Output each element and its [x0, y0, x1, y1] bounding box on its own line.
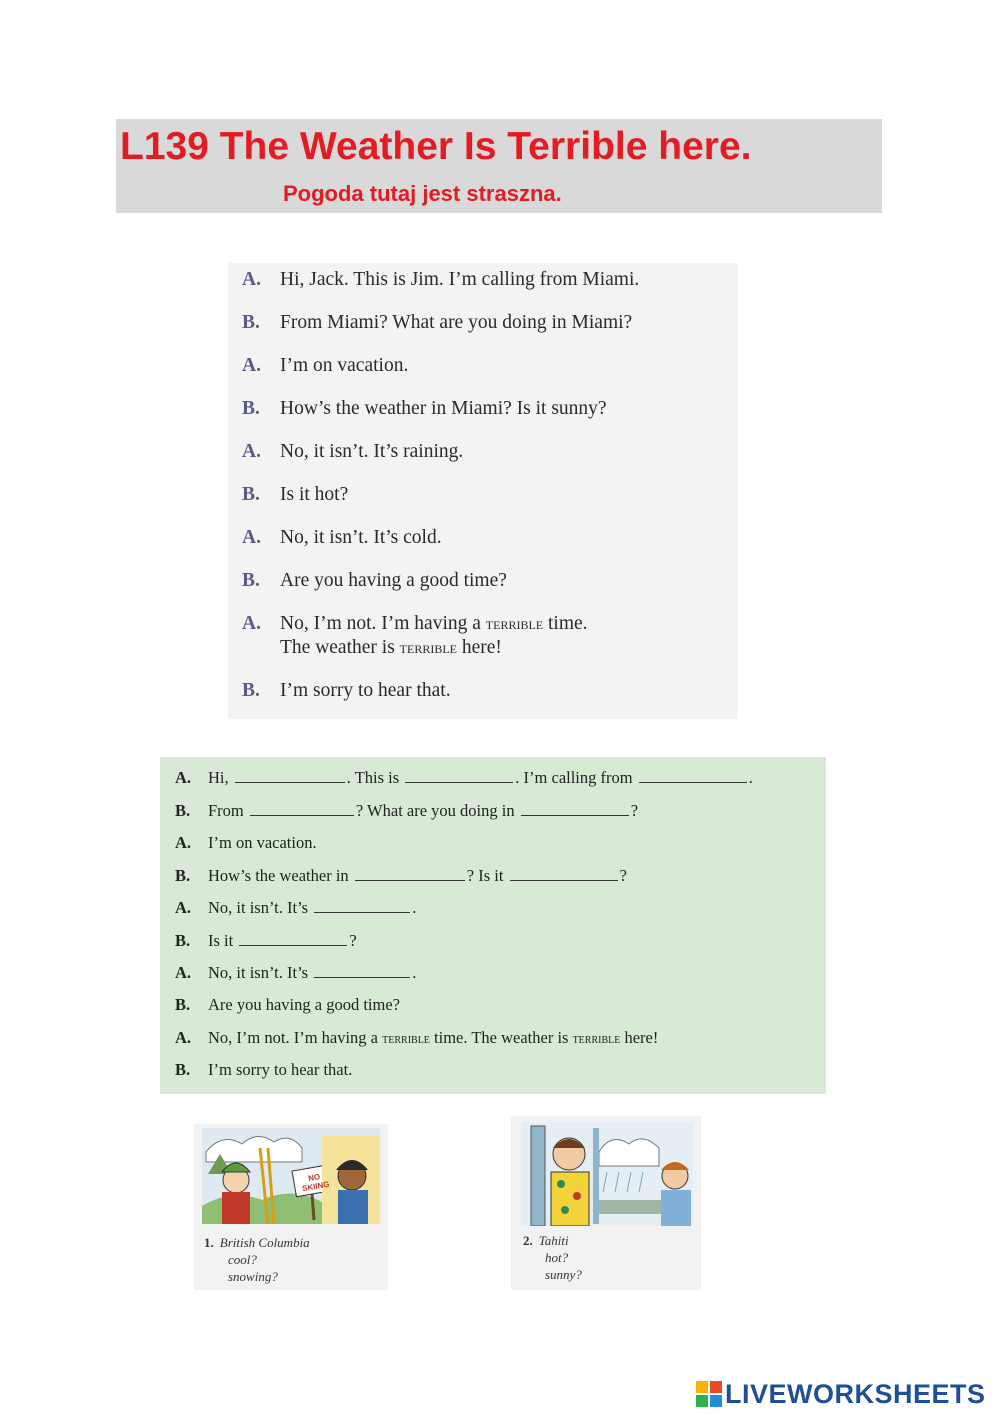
emphasis-word: terrible: [485, 614, 544, 633]
dialog-line: [242, 527, 442, 549]
line-text: time.: [543, 613, 588, 634]
answer-blank[interactable]: [235, 781, 345, 783]
snow-scene-illustration: [202, 1128, 380, 1224]
speaker-label: B.: [175, 931, 191, 950]
card-question: snowing?: [228, 1269, 278, 1284]
dialog-line: [242, 613, 588, 635]
dialog-line: [242, 680, 451, 702]
answer-blank[interactable]: [405, 781, 513, 783]
logo-text: LIVEWORKSHEETS: [725, 1378, 986, 1409]
template-line: [175, 995, 400, 1015]
answer-blank[interactable]: [521, 814, 629, 816]
answer-blank[interactable]: [639, 781, 747, 783]
template-line: [175, 1028, 658, 1048]
card-question: hot?: [545, 1250, 569, 1265]
line-text: ? What are you doing in: [355, 801, 515, 820]
emphasis-word: terrible: [382, 1032, 430, 1047]
speaker-label: B.: [242, 680, 260, 701]
card-caption: [204, 1234, 310, 1285]
answer-blank[interactable]: [314, 976, 410, 978]
page-subtitle: Pogoda tutaj jest straszna.: [283, 181, 562, 206]
template-line: [175, 866, 627, 886]
card-number: 2.: [523, 1233, 533, 1248]
line-text: . I’m calling from: [515, 768, 633, 787]
line-text: here!: [620, 1028, 659, 1047]
line-text: I’m on vacation.: [208, 833, 317, 852]
dialog-template: [160, 757, 826, 1094]
rain-scene-illustration: [521, 1122, 693, 1226]
dialog-line: [242, 269, 639, 291]
emphasis-word: terrible: [572, 1032, 621, 1047]
template-line: [175, 931, 357, 951]
card-question: cool?: [228, 1252, 257, 1267]
template-line: [175, 963, 416, 983]
line-text: Hi,: [208, 768, 229, 787]
speaker-label: B.: [242, 312, 260, 333]
line-text: . This is: [346, 768, 400, 787]
card-caption: [523, 1232, 582, 1283]
dialog-line: [242, 398, 607, 420]
answer-blank[interactable]: [510, 879, 618, 881]
dialog-line: [242, 441, 463, 463]
line-text: No, it isn’t. It’s: [208, 898, 309, 917]
speaker-label: A.: [175, 898, 192, 917]
dialog-line: [242, 355, 408, 377]
speaker-label: B.: [175, 995, 191, 1014]
no-skiing-sign-text: NO SKIING: [301, 1172, 331, 1194]
line-text: here!: [457, 637, 502, 658]
line-text: Is it: [208, 931, 234, 950]
answer-blank[interactable]: [314, 911, 410, 913]
answer-blank[interactable]: [355, 879, 465, 881]
speaker-label: B.: [175, 1060, 191, 1079]
line-text: No, I’m not. I’m having a: [208, 1028, 383, 1047]
answer-blank[interactable]: [250, 814, 354, 816]
speaker-label: B.: [175, 866, 191, 885]
template-line: [175, 768, 753, 788]
speaker-label: B.: [242, 570, 260, 591]
card-question: sunny?: [545, 1267, 582, 1282]
card-number: 1.: [204, 1235, 214, 1250]
dialog-line: [242, 484, 348, 506]
dialog-line: [242, 312, 632, 334]
emphasis-word: terrible: [399, 638, 457, 657]
speaker-label: B.: [242, 484, 260, 505]
speaker-label: B.: [242, 398, 260, 419]
answer-blank[interactable]: [239, 944, 347, 946]
line-text: Are you having a good time?: [208, 995, 400, 1014]
card-place: Tahiti: [538, 1233, 569, 1248]
template-line: [175, 801, 638, 821]
title-banner: [116, 119, 882, 213]
line-text: Are you having a good time?: [280, 570, 507, 591]
speaker-label: A.: [175, 833, 192, 852]
line-text: No, I’m not. I’m having a: [280, 613, 486, 634]
line-text: ? Is it: [466, 866, 504, 885]
line-text: No, it isn’t. It’s raining.: [280, 441, 464, 462]
template-line: [175, 833, 317, 853]
liveworksheets-logo[interactable]: [695, 1376, 986, 1412]
template-line: [175, 898, 416, 918]
prompt-card-tahiti: [511, 1116, 701, 1290]
line-text: How’s the weather in Miami? Is it sunny?: [280, 398, 607, 419]
line-text: How’s the weather in: [208, 866, 349, 885]
line-text: ?: [619, 866, 627, 885]
page-title: L139 The Weather Is Terrible here.: [120, 125, 752, 168]
speaker-label: A.: [242, 613, 261, 634]
speaker-label: A.: [242, 269, 261, 290]
line-text: time. The weather is: [429, 1028, 573, 1047]
line-text: I’m on vacation.: [280, 355, 409, 376]
speaker-label: B.: [175, 801, 191, 820]
line-text: .: [412, 898, 417, 917]
line-text: .: [412, 963, 417, 982]
dialog-line-continued: [280, 637, 502, 659]
dialog-line: [242, 570, 507, 592]
line-text: From Miami? What are you doing in Miami?: [280, 312, 633, 333]
line-text: From: [208, 801, 244, 820]
dialog-example: [228, 263, 738, 719]
speaker-label: A.: [175, 963, 192, 982]
line-text: I’m sorry to hear that.: [208, 1060, 353, 1079]
speaker-label: A.: [242, 527, 261, 548]
line-text: The weather is: [280, 637, 400, 658]
line-text: No, it isn’t. It’s: [208, 963, 309, 982]
snow-scene-drawing: [202, 1128, 380, 1224]
logo-mark-icon: [695, 1380, 723, 1408]
prompt-card-british-columbia: [194, 1124, 388, 1290]
speaker-label: A.: [242, 355, 261, 376]
speaker-label: A.: [175, 768, 192, 787]
line-text: .: [748, 768, 753, 787]
line-text: ?: [349, 931, 357, 950]
card-place: British Columbia: [219, 1235, 310, 1250]
line-text: Hi, Jack. This is Jim. I’m calling from Miami.: [280, 269, 640, 290]
template-line: [175, 1060, 352, 1080]
rain-scene-drawing: [521, 1122, 693, 1226]
line-text: ?: [630, 801, 639, 820]
speaker-label: A.: [175, 1028, 192, 1047]
line-text: Is it hot?: [280, 484, 349, 505]
line-text: I’m sorry to hear that.: [280, 680, 451, 701]
speaker-label: A.: [242, 441, 261, 462]
line-text: No, it isn’t. It’s cold.: [280, 527, 442, 548]
